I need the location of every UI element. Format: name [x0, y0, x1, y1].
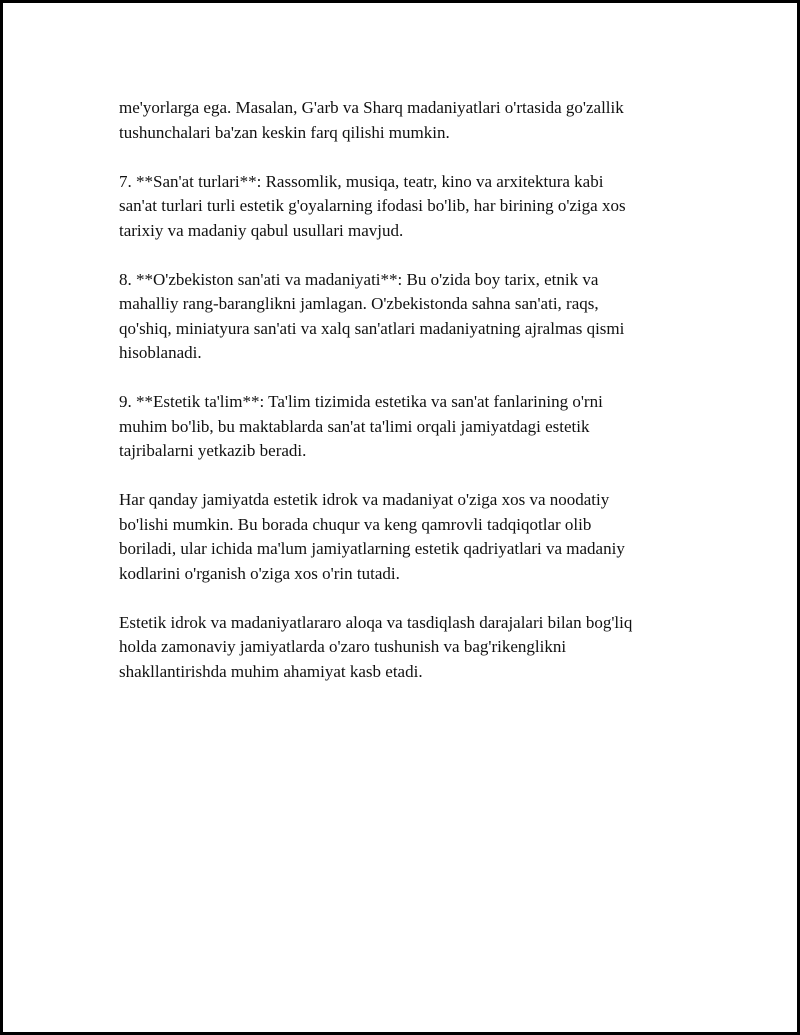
text-line: muhim bo'lib, bu maktablarda san'at ta'limi orqali jamiyatdagi estetik: [119, 416, 590, 436]
text-line: Har qanday jamiyatda estetik idrok va madaniyat o'ziga xos va noodatiy: [119, 490, 610, 509]
text-line: Estetik idrok va madaniyatlararo aloqa va tasdiqlash darajalari bilan bog'liq: [119, 612, 633, 632]
text-line: 9. **Estetik ta'lim**: Ta'lim tizimida estetika va san'at fanlarining o'rni: [119, 392, 603, 411]
document-body: [119, 96, 699, 709]
text-line: boriladi, ular ichida ma'lum jamiyatlarning estetik qadriyatlari va madaniy: [119, 539, 625, 558]
text-line: mahalliy rang-baranglikni jamlagan. O'zbekistonda sahna san'ati, raqs,: [119, 294, 599, 313]
text-line: hisoblanadi.: [119, 343, 202, 362]
text-line: tushunchalari ba'zan keskin farq qilishi mumkin.: [119, 122, 450, 142]
text-line: kodlarini o'rganish o'ziga xos o'rin tutadi.: [119, 563, 400, 583]
paragraph-item-7: [119, 170, 699, 244]
paragraph-item-9: [119, 390, 699, 464]
text-line: tajribalarni yetkazib beradi.: [119, 441, 307, 460]
text-line: holda zamonaviy jamiyatlarda o'zaro tushunish va bag'rikenglikni: [119, 637, 567, 656]
paragraph-item-8: [119, 268, 699, 366]
text-line: qo'shiq, miniatyura san'ati va xalq san'atlari madaniyatning ajralmas qismi: [119, 318, 625, 338]
paragraph-summary: [119, 488, 699, 586]
text-line: 8. **O'zbekiston san'ati va madaniyati**: Bu o'zida boy tarix, etnik va: [119, 269, 599, 289]
text-line: me'yorlarga ega. Masalan, G'arb va Sharq madaniyatlari o'rtasida go'zallik: [119, 98, 624, 117]
text-line: 7. **San'at turlari**: Rassomlik, musiqa, teatr, kino va arxitektura kabi: [119, 171, 604, 191]
text-line: bo'lishi mumkin. Bu borada chuqur va keng qamrovli tadqiqotlar olib: [119, 514, 592, 534]
text-line: shakllantirishda muhim ahamiyat kasb etadi.: [119, 661, 423, 681]
paragraph-conclusion: [119, 611, 699, 685]
paragraph-continuation: [119, 96, 699, 145]
text-line: tarixiy va madaniy qabul usullari mavjud.: [119, 220, 404, 240]
text-line: san'at turlari turli estetik g'oyalarning ifodasi bo'lib, har birining o'ziga xos: [119, 196, 626, 215]
